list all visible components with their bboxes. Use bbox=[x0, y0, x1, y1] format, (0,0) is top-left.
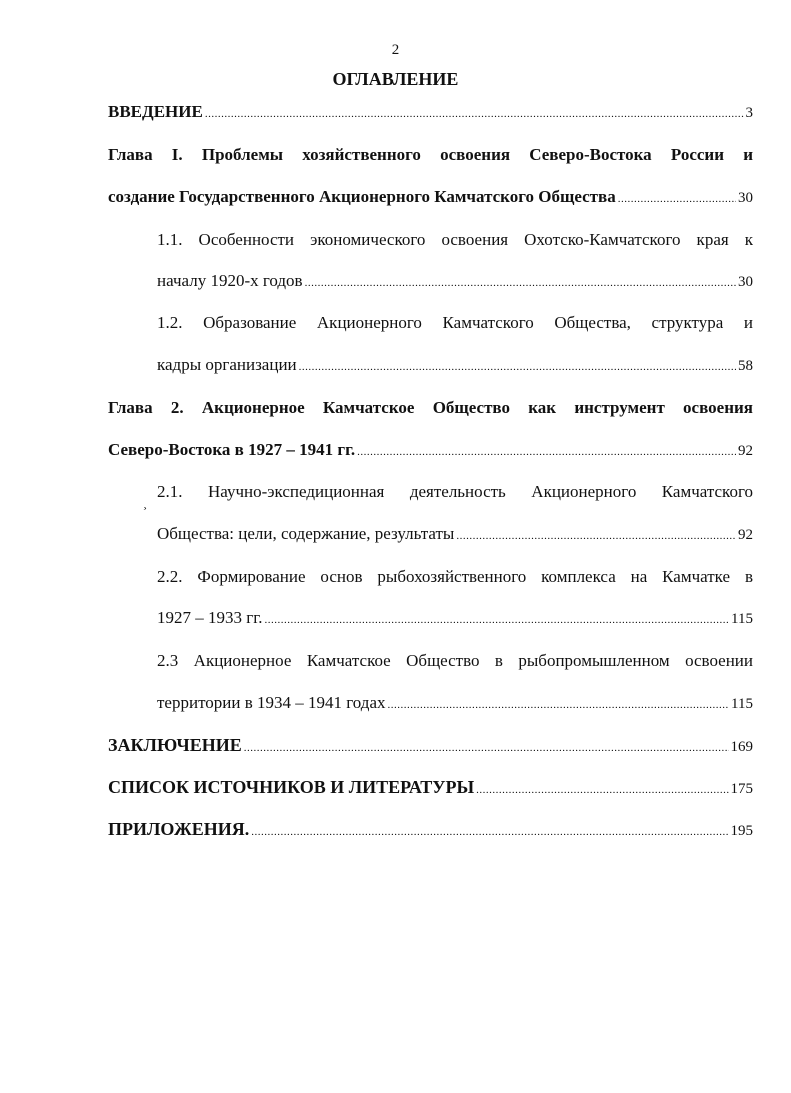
toc-entry-ch2[interactable] bbox=[108, 439, 753, 463]
toc-entry-text: ПРИЛОЖЕНИЯ. bbox=[108, 819, 250, 839]
toc-entry-appendix[interactable] bbox=[108, 818, 753, 843]
toc-entry-page: 115 bbox=[731, 696, 753, 712]
toc-entry-page: 30 bbox=[738, 274, 753, 290]
dot-leader bbox=[299, 356, 736, 378]
toc-entry-s2-2[interactable] bbox=[157, 607, 753, 631]
toc-entry-s1-1-line1[interactable]: 1.1. Особенности экономического освоения Охотско-Камчатского края к bbox=[157, 230, 753, 249]
toc-entry-text: создание Государственного Акционерного Камчатского Общества bbox=[108, 187, 616, 206]
dot-leader bbox=[456, 525, 736, 547]
toc-entry-s2-2-line1[interactable]: 2.2. Формирование основ рыбохозяйственного комплекса на Камчатке в bbox=[157, 567, 753, 586]
dot-leader bbox=[251, 821, 728, 843]
toc-entry-s1-2[interactable] bbox=[157, 354, 753, 378]
dot-leader bbox=[476, 779, 728, 801]
page-number: 2 bbox=[391, 42, 400, 58]
dot-leader bbox=[244, 737, 729, 759]
toc-entry-text: СПИСОК ИСТОЧНИКОВ И ЛИТЕРАТУРЫ bbox=[108, 777, 475, 797]
toc-entry-s2-1-line1[interactable]: 2.1. Научно-экспедиционная деятельность Акционерного Камчатского bbox=[157, 482, 753, 501]
toc-entry-s1-2-line1[interactable]: 1.2. Образование Акционерного Камчатского Общества, структура и bbox=[157, 313, 753, 332]
toc-entry-page: 115 bbox=[731, 611, 753, 627]
toc-entry-text: территории в 1934 – 1941 годах bbox=[157, 693, 386, 712]
toc-title: ОГЛАВЛЕНИЕ bbox=[332, 69, 459, 89]
toc-entry-s2-1[interactable] bbox=[157, 523, 753, 547]
toc-entry-s2-3[interactable] bbox=[157, 692, 753, 716]
toc-entry-sources[interactable] bbox=[108, 776, 753, 801]
dot-leader bbox=[357, 441, 736, 463]
toc-entry-page: 175 bbox=[730, 781, 753, 797]
toc-entry-conclusion[interactable] bbox=[108, 734, 753, 759]
toc-entry-text: Общества: цели, содержание, результаты bbox=[157, 524, 455, 543]
dot-leader bbox=[618, 188, 736, 210]
dot-leader bbox=[265, 609, 730, 631]
toc-entry-ch1[interactable] bbox=[108, 186, 753, 210]
toc-entry-intro[interactable] bbox=[108, 101, 753, 125]
toc-entry-text: ЗАКЛЮЧЕНИЕ bbox=[108, 735, 242, 755]
toc-entry-s2-3-line1[interactable]: 2.3 Акционерное Камчатское Общество в рыбопромышленном освоении bbox=[157, 651, 753, 670]
toc-entry-ch2-line1[interactable]: Глава 2. Акционерное Камчатское Общество как инструмент освоения bbox=[108, 398, 753, 417]
toc-entry-page: 92 bbox=[738, 527, 753, 543]
toc-entry-page: 92 bbox=[738, 443, 753, 459]
toc-entry-text: кадры организации bbox=[157, 355, 297, 374]
toc-entry-s1-1[interactable] bbox=[157, 270, 753, 294]
toc-entry-page: 195 bbox=[730, 823, 753, 839]
toc-entry-page: 58 bbox=[738, 358, 753, 374]
scan-mark: ¸ bbox=[143, 496, 147, 510]
toc-entry-text: 1927 – 1933 гг. bbox=[157, 608, 263, 627]
toc-entry-text: Северо-Востока в 1927 – 1941 гг. bbox=[108, 440, 356, 459]
toc-entry-page: 3 bbox=[745, 105, 753, 121]
dot-leader bbox=[305, 272, 736, 294]
dot-leader bbox=[205, 103, 744, 125]
toc-entry-ch1-line1[interactable]: Глава I. Проблемы хозяйственного освоения Северо-Востока России и bbox=[108, 145, 753, 164]
toc-entry-text: началу 1920-х годов bbox=[157, 271, 303, 290]
toc-entry-page: 169 bbox=[730, 739, 753, 755]
toc-entry-text: ВВЕДЕНИЕ bbox=[108, 102, 203, 121]
dot-leader bbox=[388, 694, 730, 716]
toc-entry-page: 30 bbox=[738, 190, 753, 206]
